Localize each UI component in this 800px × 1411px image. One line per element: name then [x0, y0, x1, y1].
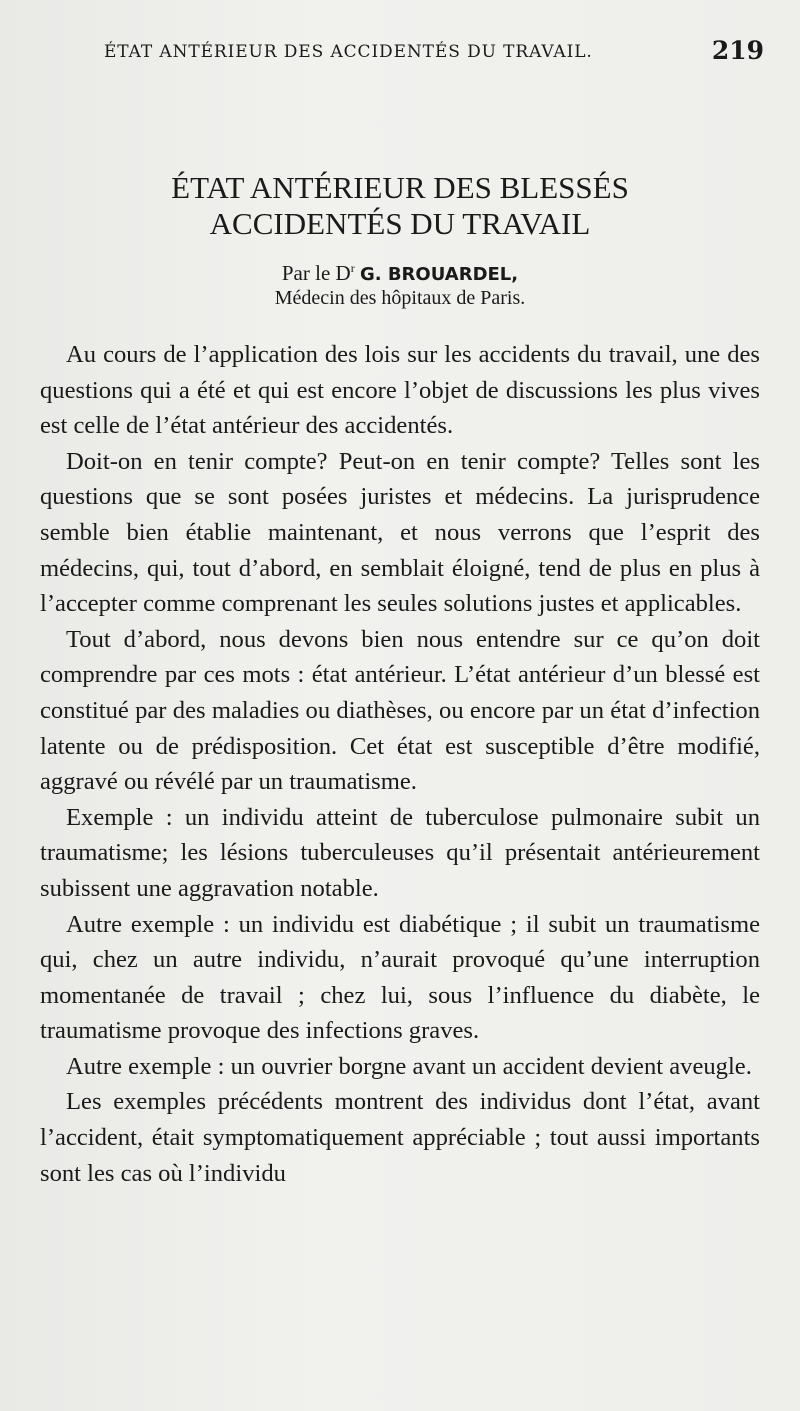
paragraph: Autre exemple : un ouvrier borgne avant un accident devient aveugle. [66, 1052, 752, 1080]
paragraph: Exemple : un individu atteint de tuberculose pulmonaire subit un traumatisme; les lésions tuberculeuses qu’il présentait antérieurement subissent une aggravation notable. [40, 803, 760, 902]
paragraph: Les exemples précédents montrent des individus dont l’état, avant l’accident, était symptomatiquement appréciable ; tout aussi importants sont les cas où l’individu [40, 1088, 760, 1187]
article-body [40, 337, 760, 1191]
article-title-line-1: ÉTAT ANTÉRIEUR DES BLESSÉS [171, 170, 629, 205]
author-affiliation: Médecin des hôpitaux de Paris. [274, 287, 526, 309]
article-title-line-2: ACCIDENTÉS DU TRAVAIL [209, 206, 591, 241]
paragraph: Tout d’abord, nous devons bien nous entendre sur ce qu’on doit comprendre par ces mots : état antérieur. L’état antérieur d’un blessé est constitué par des maladies ou diathèses, ou encore par un état d’infection latente ou de prédisposition. Cet état est susceptible d’être modifié, aggravé ou révélé par un traumatisme. [40, 625, 760, 796]
paragraph: Doit-on en tenir compte? Peut-on en tenir compte? Telles sont les questions que se sont posées juristes et médecins. La jurisprudence semble bien établie maintenant, et nous verrons que l’esprit des médecins, qui, tout d’abord, en semblait éloigné, tend de plus en plus à l’accepter comme comprenant les seules solutions justes et applicables. [40, 447, 760, 618]
paragraph: Autre exemple : un individu est diabétique ; il subit un traumatisme qui, chez un autre individu, n’aurait provoqué qu’une interruption momentanée de travail ; chez lui, sous l’influence du diabète, le traumatisme provoque des infections graves. [40, 910, 760, 1045]
author-name: G. BROUARDEL, [359, 264, 519, 285]
byline [40, 255, 760, 288]
byline-prefix: Par le D [281, 261, 351, 285]
page-number: 219 [711, 36, 764, 65]
running-title: ÉTAT ANTÉRIEUR DES ACCIDENTÉS DU TRAVAIL. [104, 42, 593, 62]
running-head [104, 34, 764, 70]
byline-sup: r [350, 261, 355, 275]
paragraph: Au cours de l’application des lois sur les accidents du travail, une des questions qui a été et qui est encore l’objet de discussions les plus vives est celle de l’état antérieur des accidentés. [40, 341, 760, 440]
